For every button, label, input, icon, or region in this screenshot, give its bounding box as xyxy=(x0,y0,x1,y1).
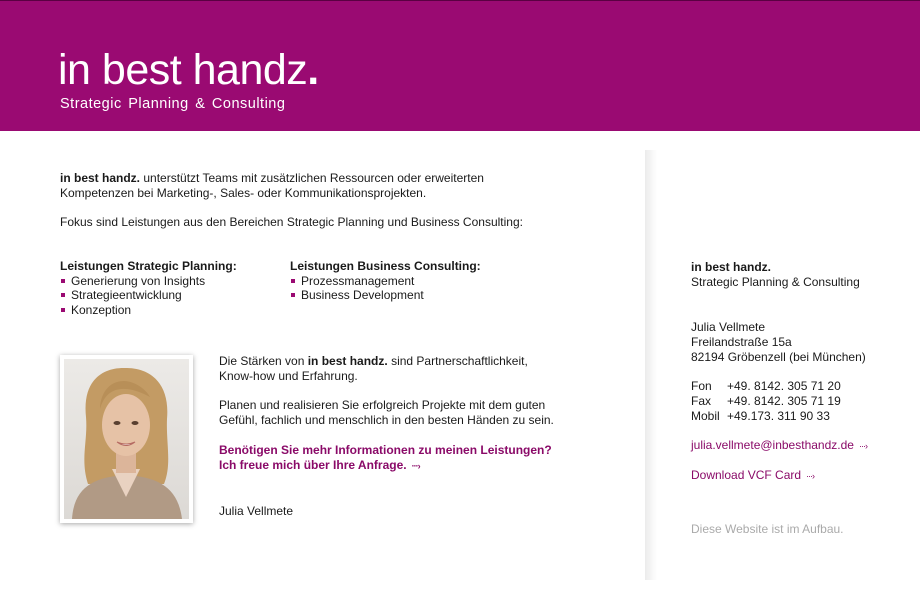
dotted-arrow-icon: ···› xyxy=(858,441,867,451)
tagline: Strategic Planning & Consulting xyxy=(60,96,286,112)
planning-list xyxy=(60,274,237,318)
portrait-image xyxy=(64,359,189,519)
cta-line-1: Benötigen Sie mehr Informationen zu meinen Leistungen? xyxy=(219,443,552,457)
list-item: Konzeption xyxy=(60,303,237,318)
intro-line-1 xyxy=(60,171,620,186)
consulting-column xyxy=(290,259,481,303)
logo[interactable] xyxy=(58,44,319,96)
mobil-value: +49.173. 311 90 33 xyxy=(727,409,830,423)
planning-title: Leistungen Strategic Planning: xyxy=(60,259,237,273)
sidebar-company-name: in best handz. xyxy=(691,260,772,274)
mobil-row xyxy=(691,409,911,424)
dotted-arrow-icon: ···› xyxy=(806,471,815,481)
contact-city: 82194 Gröbenzell (bei München) xyxy=(691,350,866,364)
intro-brand: in best handz. xyxy=(60,171,141,185)
strengths-brand: in best handz. xyxy=(307,354,388,368)
portrait-photo xyxy=(60,355,193,523)
strengths-line-1 xyxy=(219,354,599,369)
list-item: Strategieentwicklung xyxy=(60,288,237,303)
fon-row xyxy=(691,379,911,394)
email-link[interactable] xyxy=(691,438,911,454)
logo-text: in best handz xyxy=(58,46,308,94)
intro-line-1-text: unterstützt Teams mit zusätzlichen Ressourcen oder erweiterten xyxy=(140,171,484,185)
consulting-list xyxy=(290,274,481,303)
signature: Julia Vellmete xyxy=(219,504,294,518)
sidebar-company xyxy=(691,260,911,275)
contact-name: Julia Vellmete xyxy=(691,320,766,334)
header-banner xyxy=(0,0,920,131)
vcf-text: Download VCF Card xyxy=(691,468,802,482)
planning-column xyxy=(60,259,237,317)
fon-value: +49. 8142. 305 71 20 xyxy=(727,379,841,393)
header-top-line xyxy=(0,0,920,1)
logo-dot: . xyxy=(307,46,319,94)
list-item: Generierung von Insights xyxy=(60,274,237,289)
intro-section xyxy=(60,171,620,230)
fax-value: +49. 8142. 305 71 19 xyxy=(727,394,841,408)
email-text: julia.vellmete@inbesthandz.de xyxy=(691,438,854,452)
vcf-download-link[interactable] xyxy=(691,468,911,484)
fax-label: Fax xyxy=(691,394,712,408)
contact-sidebar xyxy=(691,260,911,537)
strengths-line-2: Know-how und Erfahrung. xyxy=(219,369,358,383)
fax-row xyxy=(691,394,911,409)
bio-section xyxy=(219,354,599,519)
sidebar-company-sub: Strategic Planning & Consulting xyxy=(691,275,860,289)
intro-line-2: Kompetenzen bei Marketing-, Sales- oder Kommunikationsprojekten. xyxy=(60,186,427,200)
cta-line-2: Ich freue mich über Ihre Anfrage. xyxy=(219,458,407,472)
strengths-post: sind Partnerschaftlichkeit, xyxy=(387,354,528,368)
contact-street: Freilandstraße 15a xyxy=(691,335,792,349)
sidebar-divider-shadow xyxy=(645,150,657,580)
mobil-label: Mobil xyxy=(691,409,720,423)
site-notice: Diese Website ist im Aufbau. xyxy=(691,522,844,536)
fon-label: Fon xyxy=(691,379,712,393)
plan-line-2: Gefühl, fachlich und menschlich in den besten Händen zu sein. xyxy=(219,413,554,427)
dotted-arrow-icon: ···› xyxy=(411,461,420,471)
consulting-title: Leistungen Business Consulting: xyxy=(290,259,481,273)
strengths-pre: Die Stärken von xyxy=(219,354,308,368)
list-item: Prozessmanagement xyxy=(290,274,481,289)
focus-text: Fokus sind Leistungen aus den Bereichen Strategic Planning und Business Consulting: xyxy=(60,215,523,229)
list-item: Business Development xyxy=(290,288,481,303)
plan-line-1: Planen und realisieren Sie erfolgreich Projekte mit dem guten xyxy=(219,398,546,412)
contact-cta-link[interactable] xyxy=(219,443,599,474)
portrait-illustration xyxy=(64,359,189,519)
